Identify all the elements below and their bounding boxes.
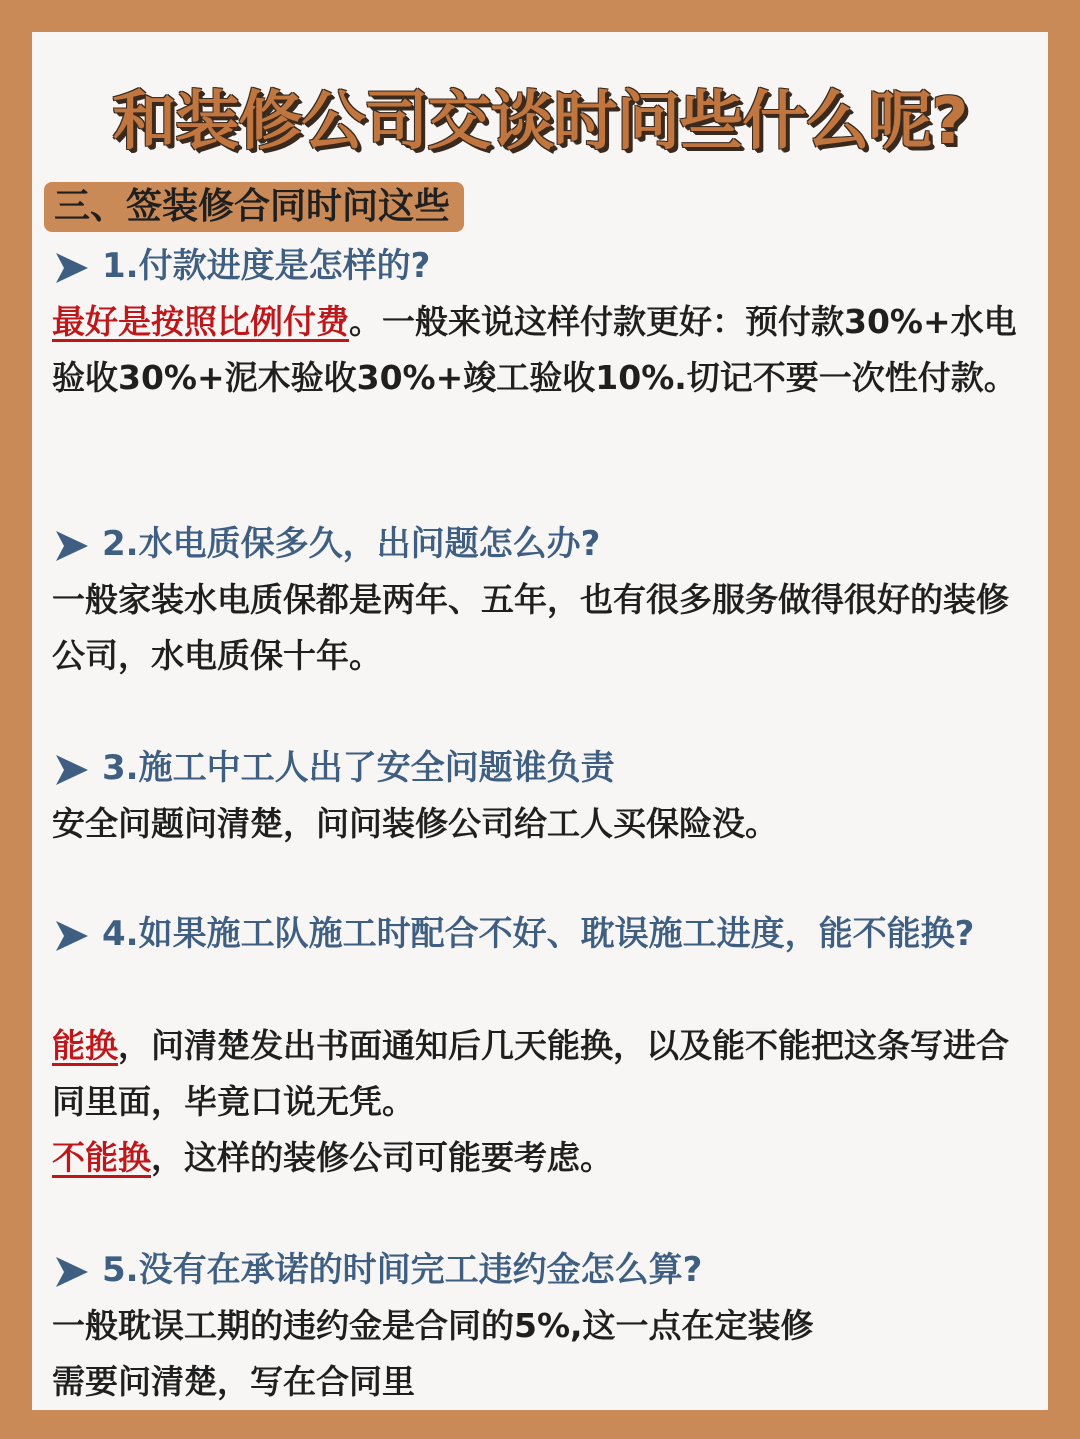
answer-1-text: 。一般来说这样付款更好：预付款30%+水电验收30%+泥木验收30%+竣工验收10%.切记不要一次性付款。 bbox=[52, 302, 1017, 397]
question-2-text: 2.水电质保多久，出问题怎么办? bbox=[102, 524, 601, 564]
arrow-icon bbox=[54, 919, 90, 953]
answer-4b bbox=[52, 1130, 1027, 1186]
question-5 bbox=[54, 1242, 702, 1298]
page-title: 和装修公司交谈时问些什么呢? bbox=[112, 85, 968, 159]
question-4-text: 4.如果施工队施工时配合不好、耽误施工进度，能不能换? bbox=[102, 914, 975, 954]
answer-3: 安全问题问清楚，问问装修公司给工人买保险没。 bbox=[52, 804, 778, 843]
answer-5-line-1: 一般耽误工期的违约金是合同的5%,这一点在定装修 bbox=[52, 1306, 814, 1345]
answer-4b-highlight: 不能换 bbox=[52, 1138, 151, 1177]
question-1 bbox=[54, 238, 430, 294]
arrow-icon bbox=[54, 529, 90, 563]
question-2 bbox=[54, 516, 600, 572]
question-5-text: 5.没有在承诺的时间完工违约金怎么算? bbox=[102, 1250, 703, 1290]
arrow-icon bbox=[54, 251, 90, 285]
question-3-text: 3.施工中工人出了安全问题谁负责 bbox=[102, 748, 615, 788]
arrow-icon bbox=[54, 753, 90, 787]
question-1-text: 1.付款进度是怎样的? bbox=[102, 246, 431, 286]
answer-1-highlight: 最好是按照比例付费 bbox=[52, 302, 349, 341]
content-card bbox=[32, 32, 1048, 1410]
answer-4a bbox=[52, 1018, 1027, 1130]
answer-5-line-2: 需要问清楚，写在合同里 bbox=[52, 1362, 415, 1401]
answer-4b-text: ，这样的装修公司可能要考虑。 bbox=[151, 1138, 613, 1177]
answer-1 bbox=[52, 294, 1027, 406]
answer-4a-text: ，问清楚发出书面通知后几天能换，以及能不能把这条写进合同里面，毕竟口说无凭。 bbox=[52, 1026, 1009, 1121]
section-heading: 三、签装修合同时问这些 bbox=[44, 182, 464, 232]
answer-2: 一般家装水电质保都是两年、五年，也有很多服务做得很好的装修公司，水电质保十年。 bbox=[52, 580, 1009, 675]
answer-4a-highlight: 能换 bbox=[52, 1026, 118, 1065]
question-4 bbox=[54, 906, 1014, 962]
arrow-icon bbox=[54, 1255, 90, 1289]
question-3 bbox=[54, 740, 615, 796]
